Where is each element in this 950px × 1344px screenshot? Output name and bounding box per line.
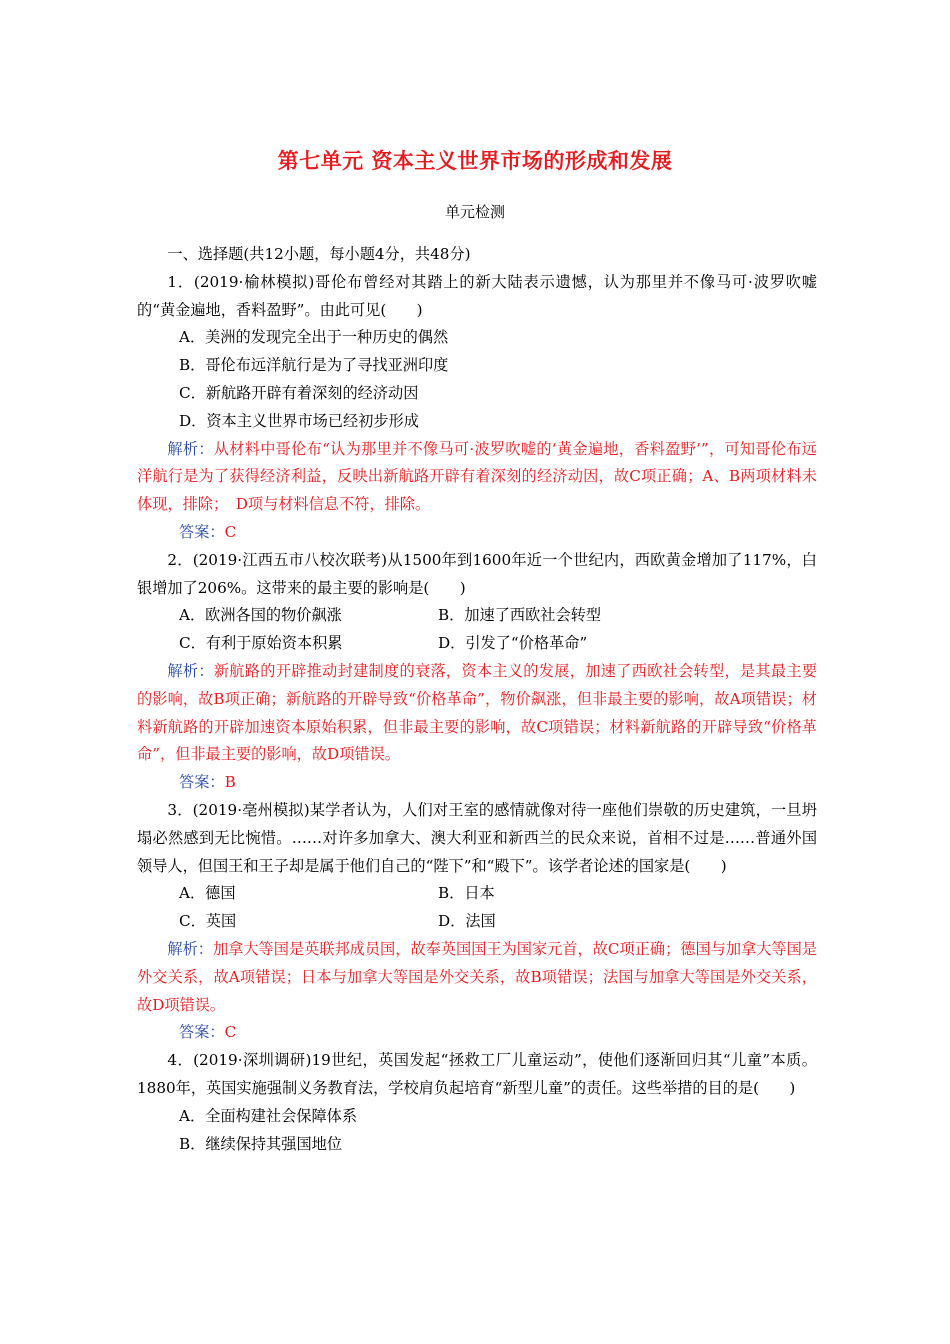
- question-2-option-d: D．引发了“价格革命”: [438, 634, 588, 653]
- question-1-option-b: B．哥伦布远洋航行是为了寻找亚洲印度: [179, 356, 449, 375]
- analysis-text: 新航路的开辟推动封建制度的衰落，资本主义的发展，加速了西欧社会转型，是其最主要的影响，故B项正确；新航路的开辟导致“价格革命”，物价飙涨，但非最主要的影响，故A项错误；材料新航路的开辟加速资本原始积累，但非最主要的影响，故C项错误；材料新航路的开辟导致“价格革命”，但非最主要的影响，故D项错误。: [137, 661, 818, 764]
- question-1-analysis: [137, 436, 817, 519]
- question-3-options-row-1: [137, 880, 817, 908]
- answer-label: 答案：: [179, 522, 225, 541]
- answer-label: 答案：: [179, 1023, 225, 1042]
- question-3-analysis: [137, 936, 817, 1019]
- answer-value: C: [224, 1023, 237, 1042]
- question-3-option-c: C．英国: [179, 912, 237, 931]
- analysis-label: 解析：: [167, 661, 214, 680]
- question-2-option-b: B．加速了西欧社会转型: [438, 606, 602, 625]
- document-body: [137, 241, 817, 1158]
- question-2-answer: [137, 769, 817, 797]
- question-3-option-a: A．德国: [179, 884, 236, 903]
- answer-value: C: [224, 522, 237, 541]
- question-1-option-d: D．资本主义世界市场已经初步形成: [179, 411, 419, 430]
- question-2-option-c: C．有利于原始资本积累: [179, 634, 343, 653]
- answer-label: 答案：: [179, 773, 225, 792]
- question-2-options-row-1: [137, 602, 817, 630]
- question-3-options-row-2: [137, 908, 817, 936]
- question-3-option-d: D．法国: [438, 912, 496, 931]
- question-1-option-c: C．新航路开辟有着深刻的经济动因: [179, 383, 419, 402]
- analysis-text: 从材料中哥伦布“认为那里并不像马可·波罗吹嘘的‘黄金遍地，香料盈野’”，可知哥伦布远洋航行是为了获得经济利益，反映出新航路开辟有着深刻的经济动因，故C项正确；A、B两项材料未体现，排除； D项与材料信息不符，排除。: [137, 439, 817, 514]
- analysis-label: 解析：: [167, 439, 214, 458]
- question-2-analysis: [137, 658, 817, 769]
- question-4-stem: 4．(2019·深圳调研)19世纪，英国发起“拯救工厂儿童运动”，使他们逐渐回归其“儿童”本质。1880年，英国实施强制义务教育法，学校肩负起培育“新型儿童”的责任。这些举措的目的是( ): [137, 1051, 817, 1097]
- question-2-options-row-2: [137, 630, 817, 658]
- question-1-stem: 1．(2019·榆林模拟)哥伦布曾经对其踏上的新大陆表示遗憾，认为那里并不像马可·波罗吹嘘的“黄金遍地，香料盈野”。由此可见( ): [137, 272, 817, 319]
- section-heading: 一、选择题(共12小题，每小题4分，共48分): [167, 245, 471, 263]
- question-2-option-a: A．欧洲各国的物价飙涨: [179, 606, 342, 625]
- question-2-stem: 2．(2019·江西五市八校次联考)从1500年到1600年近一个世纪内，西欧黄金增加了117%，白银增加了206%。这带来的最主要的影响是( ): [137, 550, 817, 597]
- answer-value: B: [224, 773, 236, 792]
- question-3-answer: [137, 1019, 817, 1047]
- analysis-text: 加拿大等国是英联邦成员国，故奉英国国王为国家元首，故C项正确；德国与加拿大等国是外交关系，故A项错误；日本与加拿大等国是外交关系，故B项错误；法国与加拿大等国是外交关系，故D项错误。: [137, 939, 818, 1014]
- page-subtitle: 单元检测: [444, 203, 505, 221]
- page-title: 第七单元 资本主义世界市场的形成和发展: [277, 149, 673, 173]
- question-4-option-b: B．继续保持其强国地位: [179, 1134, 343, 1153]
- question-1-answer: [137, 519, 817, 547]
- question-3-option-b: B．日本: [438, 884, 495, 903]
- question-3-stem: 3．(2019·亳州模拟)某学者认为，人们对王室的感情就像对待一座他们崇敬的历史建筑，一旦坍塌必然感到无比惋惜。……对许多加拿大、澳大利亚和新西兰的民众来说，首相不过是……普通外国领导人，但国王和王子却是属于他们自己的“陛下”和“殿下”。该学者论述的国家是( ): [137, 800, 817, 875]
- question-1-option-a: A．美洲的发现完全出于一种历史的偶然: [179, 328, 449, 347]
- question-4-option-a: A．全面构建社会保障体系: [179, 1106, 358, 1125]
- analysis-label: 解析：: [167, 939, 213, 958]
